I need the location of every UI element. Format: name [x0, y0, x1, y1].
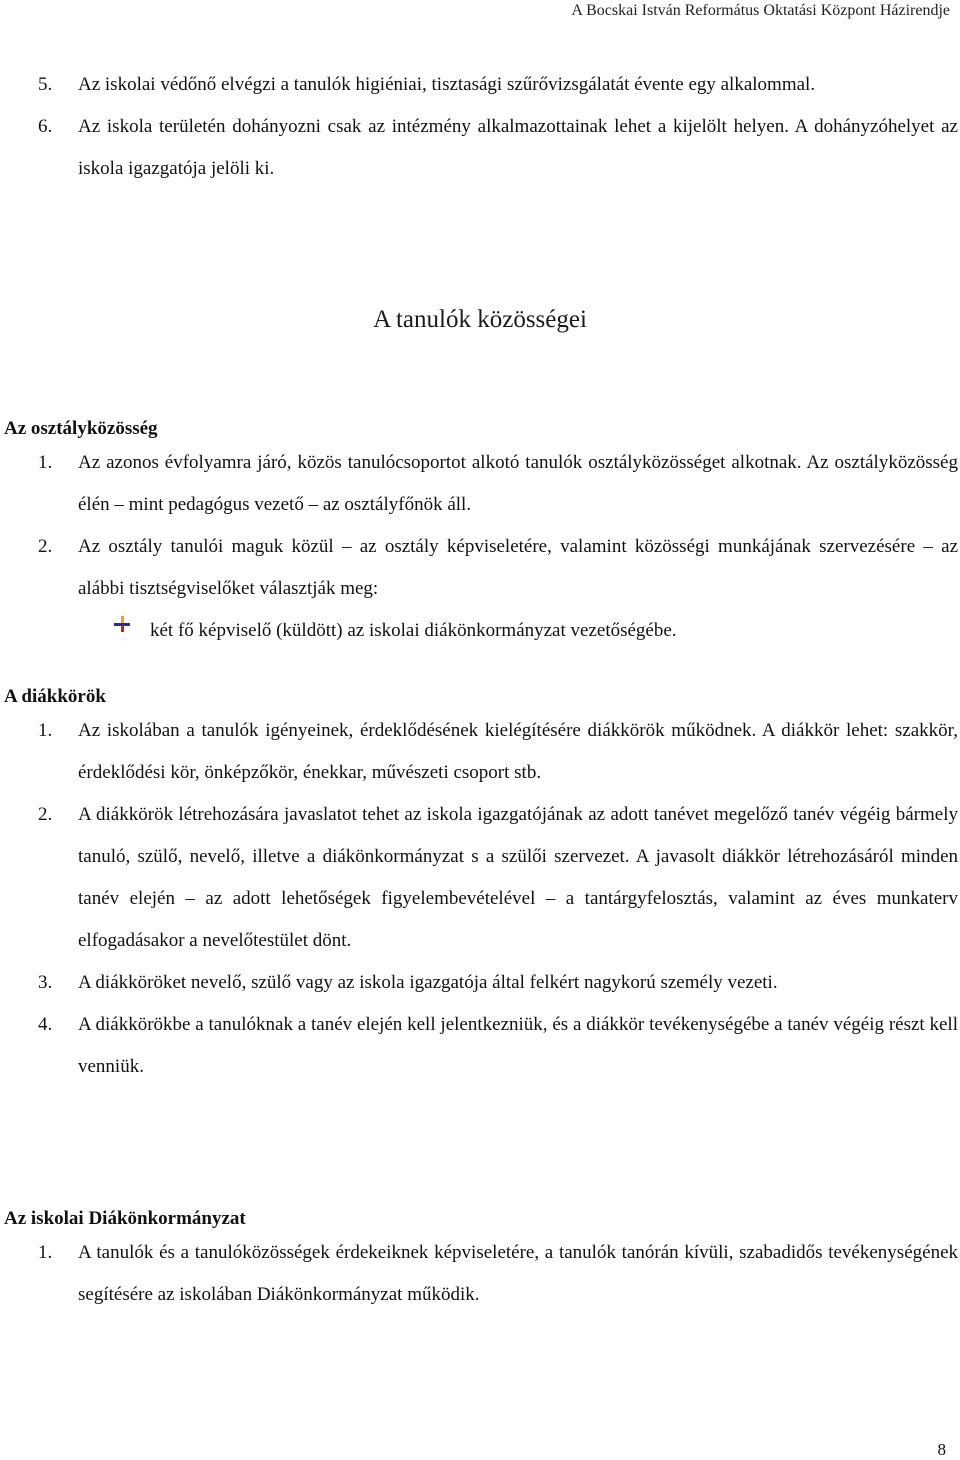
- list-item: [38, 1232, 958, 1316]
- dok-list: [38, 1232, 958, 1316]
- item-text: A diákkörökbe a tanulóknak a tanév elején kell jelentkezniük, és a diákkör tevékenységébe a tanév végéig részt kell venniük.: [78, 1014, 958, 1077]
- list-item: [38, 526, 958, 610]
- diakkorok-list: [38, 710, 958, 1088]
- section-title: A tanulók közösségei: [373, 306, 587, 333]
- item-number: 2.: [38, 804, 53, 825]
- subheading-osztalykozosseg: Az osztályközösség: [4, 418, 158, 439]
- list-item: [38, 962, 958, 1004]
- item-text: Az osztály tanulói maguk közül – az osztály képviseletére, valamint közösségi munkájának szervezésére – az alábbi tisztségviselőket választják meg:: [78, 536, 958, 599]
- bullet-item: [112, 610, 932, 652]
- item-text: A tanulók és a tanulóközösségek érdekeiknek képviseletére, a tanulók tanórán kívüli, szabadidős tevékenységének segítésére az iskolában Diákönkormányzat működik.: [78, 1242, 958, 1305]
- item-text: A diákköröket nevelő, szülő vagy az iskola igazgatója által felkért nagykorú személy vezeti.: [78, 972, 778, 993]
- item-text: Az iskolában a tanulók igényeinek, érdeklődésének kielégítésére diákkörök működnek. A diákkör lehet: szakkör, érdeklődési kör, önképzőkör, énekkar, művészeti csoport stb.: [78, 720, 958, 783]
- item-number: 6.: [38, 116, 53, 137]
- item-text: Az iskola területén dohányozni csak az intézmény alkalmazottainak lehet a kijelölt helyen. A dohányzóhelyet az iskola igazgatója jelöli ki.: [78, 116, 958, 179]
- list-item: [38, 794, 958, 962]
- item-number: 1.: [38, 720, 53, 741]
- item-number: 3.: [38, 972, 53, 993]
- list-item: [38, 442, 958, 526]
- item-text: Az azonos évfolyamra járó, közös tanulócsoportot alkotó tanulók osztályközösséget alkotnak. Az osztályközösség élén – mint pedagógus vezető – az osztályfőnök áll.: [78, 452, 958, 515]
- item-number: 2.: [38, 536, 53, 557]
- subheading-diakonkormanyzat: Az iskolai Diákönkormányzat: [4, 1208, 246, 1229]
- osztaly-list: [38, 442, 958, 610]
- page-number: 8: [937, 1440, 946, 1459]
- subheading-diakkorok: A diákkörök: [4, 686, 106, 707]
- page-header: A Bocskai István Református Oktatási Központ Házirendje: [571, 2, 950, 19]
- rules-top-list: [38, 64, 958, 190]
- list-item: [38, 106, 958, 190]
- item-number: 1.: [38, 452, 53, 473]
- list-item: [38, 64, 958, 106]
- item-text: A diákkörök létrehozására javaslatot tehet az iskola igazgatójának az adott tanévet megelőző tanév végéig bármely tanuló, szülő, nevelő, illetve a diákönkormányzat s a szülői szervezet. A javasolt diákkör létrehozásáról minden tanév elején – az adott lehetőségek figyelembevételével – a tantárgyfelosztás, valamint az éves munkaterv elfogadásakor a nevelőtestület dönt.: [78, 804, 958, 951]
- item-text: Az iskolai védőnő elvégzi a tanulók higiéniai, tisztasági szűrővizsgálatát évente egy alkalommal.: [78, 74, 816, 95]
- list-item: [38, 710, 958, 794]
- bullet-arrow-icon: [112, 614, 134, 636]
- item-number: 4.: [38, 1014, 53, 1035]
- item-number: 1.: [38, 1242, 53, 1263]
- list-item: [38, 1004, 958, 1088]
- bullet-text: két fő képviselő (küldött) az iskolai diákönkormányzat vezetőségébe.: [150, 620, 677, 641]
- item-number: 5.: [38, 74, 53, 95]
